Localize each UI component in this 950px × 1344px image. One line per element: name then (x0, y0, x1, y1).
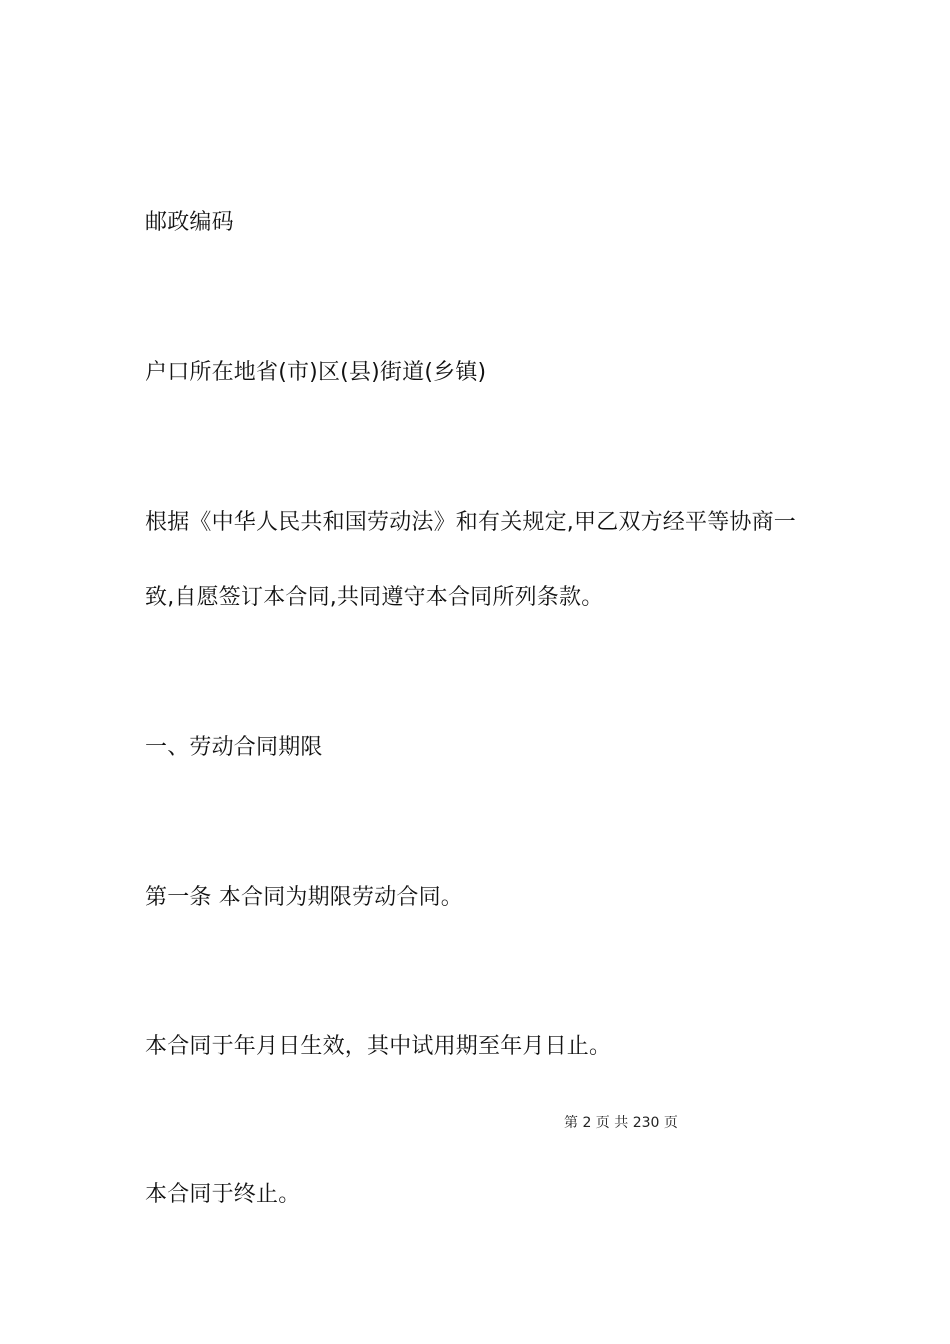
intro-paragraph-line-1: 根据《中华人民共和国劳动法》和有关规定,甲乙双方经平等协商一 (145, 510, 796, 535)
page-number-footer: 第 2 页 共 230 页 (564, 1115, 678, 1131)
intro-paragraph-line-2: 致,自愿签订本合同,共同遵守本合同所列条款。 (145, 585, 604, 610)
section-heading-contract-term: 一、劳动合同期限 (145, 735, 323, 760)
effective-date-text: 本合同于年月日生效，其中试用期至年月日止。 (145, 1034, 612, 1059)
article-1-text: 第一条 本合同为期限劳动合同。 (145, 885, 463, 910)
postal-code-label: 邮政编码 (145, 210, 234, 235)
termination-text: 本合同于终止。 (145, 1182, 301, 1207)
hukou-location-label: 户口所在地省(市)区(县)街道(乡镇) (145, 360, 487, 385)
